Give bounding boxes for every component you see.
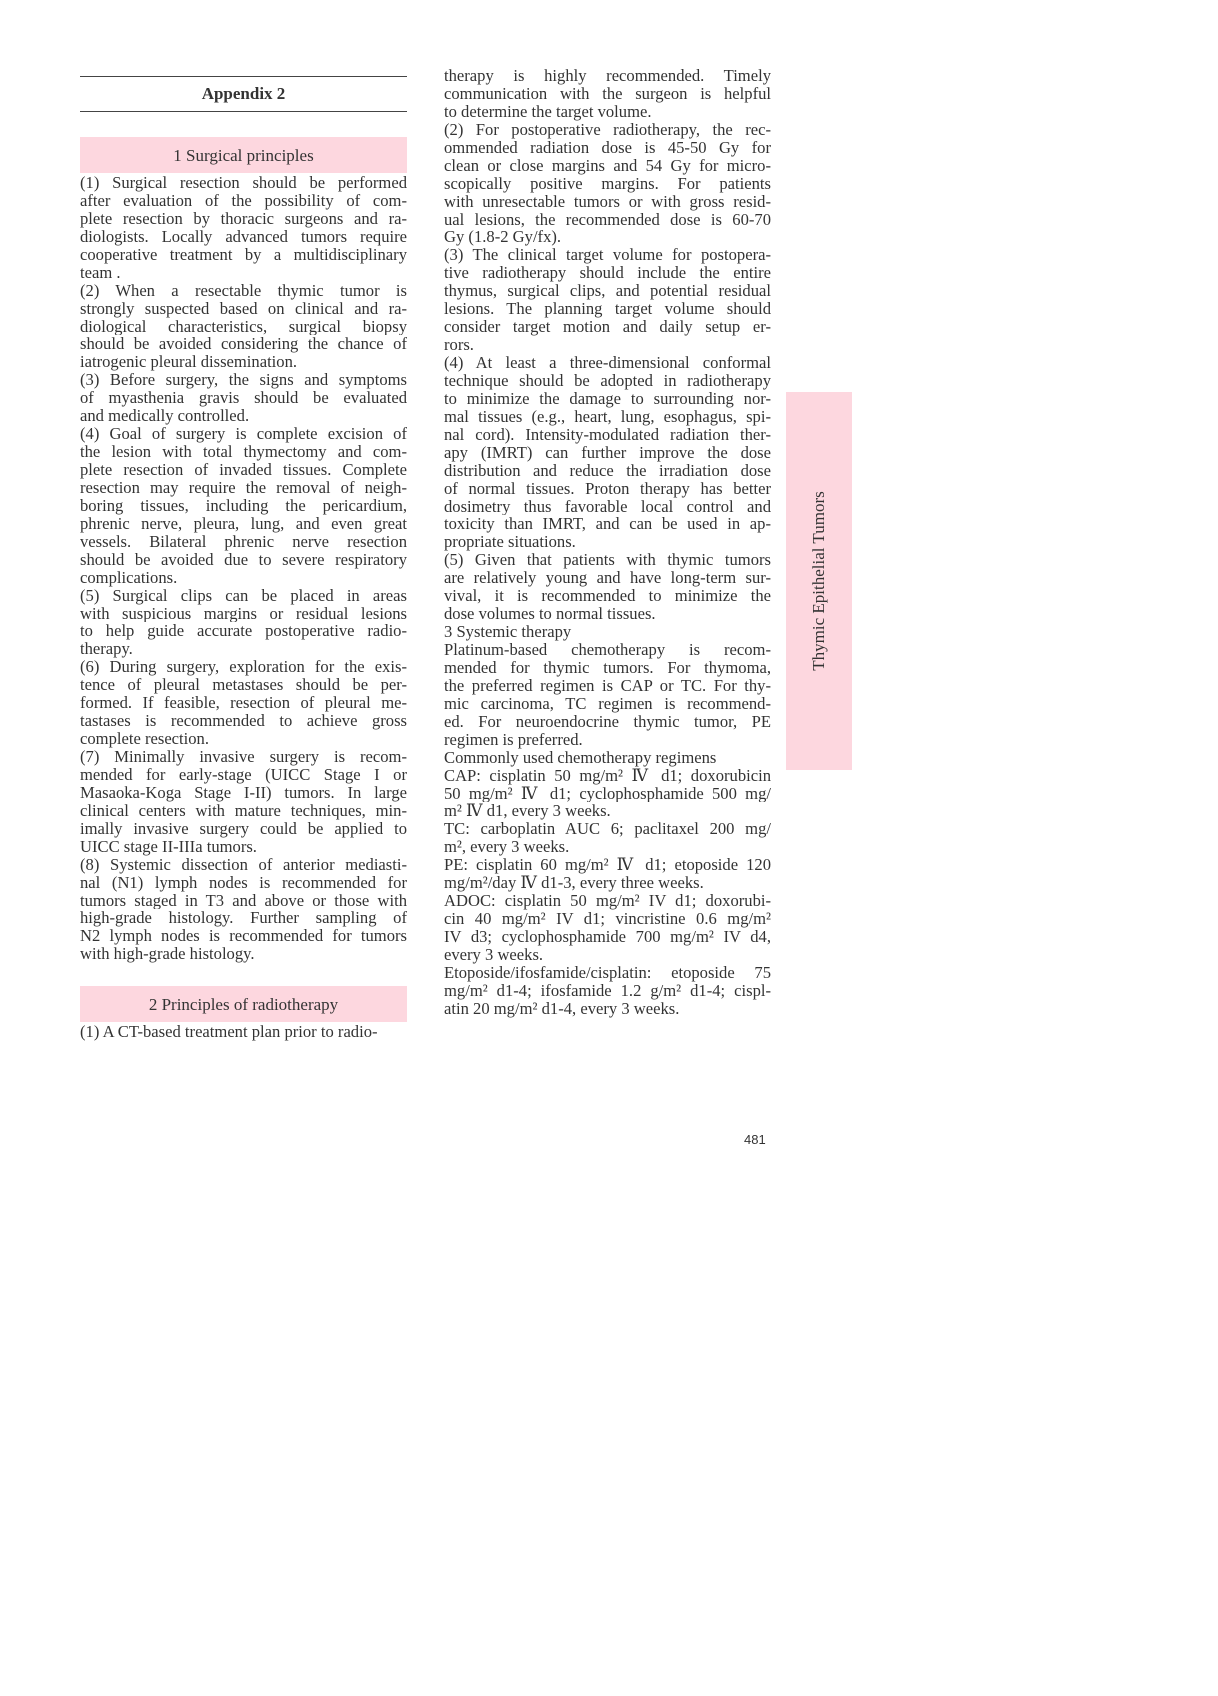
text-line: with high-grade histology.	[80, 945, 255, 964]
text-line: team .	[80, 263, 121, 282]
text-line: scopically positive margins. For patients	[444, 174, 771, 193]
text-line: resection may require the removal of neigh-	[80, 478, 407, 497]
text-line: are relatively young and have long-term sur-	[444, 569, 771, 588]
paragraph	[444, 856, 771, 892]
paragraph	[80, 282, 407, 372]
paragraph	[80, 371, 407, 425]
text-line: formed. If feasible, resection of pleural me-	[80, 694, 407, 713]
left-column-body	[80, 174, 407, 963]
text-line: diological characteristics, surgical biopsy	[80, 317, 407, 336]
paragraph	[444, 641, 771, 749]
text-line: Commonly used chemotherapy regimens	[444, 748, 717, 767]
text-line: Platinum-based chemotherapy is recom-	[444, 641, 771, 659]
text-line: therapy.	[80, 640, 133, 659]
text-line: (4) At least a three-dimensional conformal	[444, 354, 771, 372]
text-line: mg/m² d1-4; ifosfamide 1.2 g/m² d1-4; cispl-	[444, 981, 771, 1000]
text-line: of normal tissues. Proton therapy has better	[444, 479, 771, 498]
left-column-tail	[80, 1023, 407, 1041]
text-line: (1) A CT-based treatment plan prior to radio-	[80, 1023, 378, 1041]
paragraph	[444, 623, 771, 641]
right-column-body	[444, 67, 771, 1018]
text-line: m² Ⅳ d1, every 3 weeks.	[444, 802, 611, 821]
text-line: mic carcinoma, TC regimen is recommend-	[444, 694, 771, 713]
text-line: N2 lymph nodes is recommended for tumors	[80, 927, 407, 946]
page-number: 481	[744, 1132, 766, 1147]
text-line: plete resection by thoracic surgeons and ra-	[80, 209, 407, 228]
text-line: (2) For postoperative radiotherapy, the rec-	[444, 120, 771, 139]
text-line: iatrogenic pleural dissemination.	[80, 353, 298, 372]
paragraph	[444, 67, 771, 121]
section-heading-radiotherapy: 2 Principles of radiotherapy	[80, 986, 407, 1022]
text-line: lesions. The planning target volume should	[444, 300, 771, 319]
appendix-title: Appendix 2	[80, 76, 407, 112]
text-line: (2) When a resectable thymic tumor is	[80, 281, 407, 300]
paragraph	[444, 749, 771, 767]
paragraph	[80, 856, 407, 964]
text-line: vessels. Bilateral phrenic nerve resection	[80, 532, 407, 551]
paragraph	[80, 425, 407, 586]
text-line: with suspicious margins or residual lesions	[80, 604, 407, 623]
paragraph	[444, 892, 771, 964]
text-line: thymus, surgical clips, and potential residual	[444, 282, 771, 301]
paragraph	[80, 174, 407, 282]
text-line: distribution and reduce the irradiation dose	[444, 461, 771, 480]
text-line: tive radiotherapy should include the entire	[444, 264, 771, 283]
side-tab-label: Thymic Epithelial Tumors	[809, 491, 828, 671]
text-line: the preferred regimen is CAP or TC. For thy-	[444, 676, 771, 695]
text-line: (6) During surgery, exploration for the exis-	[80, 658, 407, 677]
text-line: nal cord). Intensity-modulated radiation ther-	[444, 425, 771, 444]
text-line: with unresectable tumors or with gross resid-	[444, 192, 771, 211]
text-line: phrenic nerve, pleura, lung, and even great	[80, 514, 407, 533]
text-line: (4) Goal of surgery is complete excision of	[80, 425, 407, 444]
text-line: and medically controlled.	[80, 407, 250, 426]
text-line: every 3 weeks.	[444, 945, 544, 964]
text-line: cin 40 mg/m² IV d1; vincristine 0.6 mg/m²	[444, 910, 771, 928]
text-line: consider target motion and daily setup er-	[444, 318, 771, 337]
text-line: dose volumes to normal tissues.	[444, 605, 656, 624]
text-line: ommended radiation dose is 45-50 Gy for	[444, 138, 771, 157]
text-line: ual lesions, the recommended dose is 60-70	[444, 210, 771, 229]
text-line: tumors staged in T3 and above or those with	[80, 891, 407, 910]
text-line: propriate situations.	[444, 533, 576, 552]
text-line: to help guide accurate postoperative radio-	[80, 622, 407, 641]
text-line: ADOC: cisplatin 50 mg/m² IV d1; doxorubi-	[444, 892, 771, 911]
paragraph	[444, 551, 771, 623]
text-line: 50 mg/m² Ⅳ d1; cyclophosphamide 500 mg/	[444, 784, 771, 803]
text-line: mended for thymic tumors. For thymoma,	[444, 658, 771, 677]
paragraph	[444, 354, 771, 551]
side-tab	[786, 392, 852, 770]
text-line: mended for early-stage (UICC Stage I or	[80, 765, 407, 784]
text-line: strongly suspected based on clinical and ra-	[80, 299, 407, 318]
text-line: UICC stage II-IIIa tumors.	[80, 837, 257, 856]
text-line: (3) The clinical target volume for postopera-	[444, 246, 771, 265]
text-line: clinical centers with mature techniques, min-	[80, 801, 407, 820]
text-line: communication with the surgeon is helpful	[444, 84, 771, 103]
text-line: dosimetry thus favorable local control and	[444, 497, 771, 516]
text-line: mg/m²/day Ⅳ d1-3, every three weeks.	[444, 874, 704, 893]
text-line: nal (N1) lymph nodes is recommended for	[80, 873, 407, 892]
text-line: technique should be adopted in radiotherapy	[444, 371, 771, 390]
text-line: diologists. Locally advanced tumors require	[80, 227, 407, 246]
text-line: ed. For neuroendocrine thymic tumor, PE	[444, 712, 771, 731]
text-line: toxicity than IMRT, and can be used in ap-	[444, 515, 771, 534]
text-line: (7) Minimally invasive surgery is recom-	[80, 748, 407, 766]
paragraph	[444, 820, 771, 856]
text-line: clean or close margins and 54 Gy for micro-	[444, 156, 771, 175]
text-line: tastases is recommended to achieve gross	[80, 712, 407, 731]
text-line: therapy is highly recommended. Timely	[444, 67, 771, 85]
paragraph	[444, 964, 771, 1018]
text-line: high-grade histology. Further sampling of	[80, 909, 407, 928]
text-line: (5) Given that patients with thymic tumors	[444, 551, 771, 570]
text-line: should be avoided considering the chance of	[80, 335, 407, 354]
text-line: Etoposide/ifosfamide/cisplatin: etoposide 75	[444, 963, 771, 982]
text-line: cooperative treatment by a multidisciplinary	[80, 245, 407, 264]
text-line: Masaoka-Koga Stage I-II) tumors. In large	[80, 783, 407, 802]
text-line: should be avoided due to severe respiratory	[80, 550, 407, 569]
paragraph	[80, 587, 407, 659]
text-line: complications.	[80, 568, 178, 587]
text-line: PE: cisplatin 60 mg/m² Ⅳ d1; etoposide 120	[444, 856, 771, 875]
text-line: plete resection of invaded tissues. Complete	[80, 461, 407, 479]
text-line: m², every 3 weeks.	[444, 838, 570, 857]
text-line: (1) Surgical resection should be performed	[80, 174, 407, 192]
text-line: Gy (1.8-2 Gy/fx).	[444, 228, 562, 247]
paragraph	[80, 1023, 407, 1041]
text-line: mal tissues (e.g., heart, lung, esophagus, spi-	[444, 407, 771, 426]
text-line: atin 20 mg/m² d1-4, every 3 weeks.	[444, 999, 680, 1018]
text-line: (5) Surgical clips can be placed in areas	[80, 586, 407, 605]
text-line: (3) Before surgery, the signs and symptoms	[80, 371, 407, 390]
paragraph	[80, 658, 407, 748]
text-line: boring tissues, including the pericardium,	[80, 496, 407, 515]
text-line: to minimize the damage to surrounding nor-	[444, 389, 771, 408]
text-line: CAP: cisplatin 50 mg/m² Ⅳ d1; doxorubicin	[444, 766, 771, 785]
paragraph	[444, 246, 771, 354]
text-line: 3 Systemic therapy	[444, 623, 572, 641]
text-line: complete resection.	[80, 730, 210, 748]
text-line: vival, it is recommended to minimize the	[444, 587, 771, 606]
text-line: IV d3; cyclophosphamide 700 mg/m² IV d4,	[444, 928, 771, 946]
text-line: the lesion with total thymectomy and com-	[80, 443, 407, 461]
text-line: of myasthenia gravis should be evaluated	[80, 389, 407, 408]
paragraph	[444, 767, 771, 821]
text-line: after evaluation of the possibility of com-	[80, 191, 407, 210]
text-line: (8) Systemic dissection of anterior mediasti-	[80, 855, 407, 874]
text-line: apy (IMRT) can further improve the dose	[444, 443, 771, 462]
text-line: to determine the target volume.	[444, 102, 652, 121]
text-line: regimen is preferred.	[444, 730, 583, 749]
section-heading-surgical-principles: 1 Surgical principles	[80, 137, 407, 173]
paragraph	[80, 748, 407, 856]
text-line: TC: carboplatin AUC 6; paclitaxel 200 mg/	[444, 820, 771, 839]
text-line: rors.	[444, 336, 474, 354]
text-line: imally invasive surgery could be applied to	[80, 819, 407, 838]
text-line: tence of pleural metastases should be per-	[80, 676, 407, 695]
paragraph	[444, 121, 771, 247]
